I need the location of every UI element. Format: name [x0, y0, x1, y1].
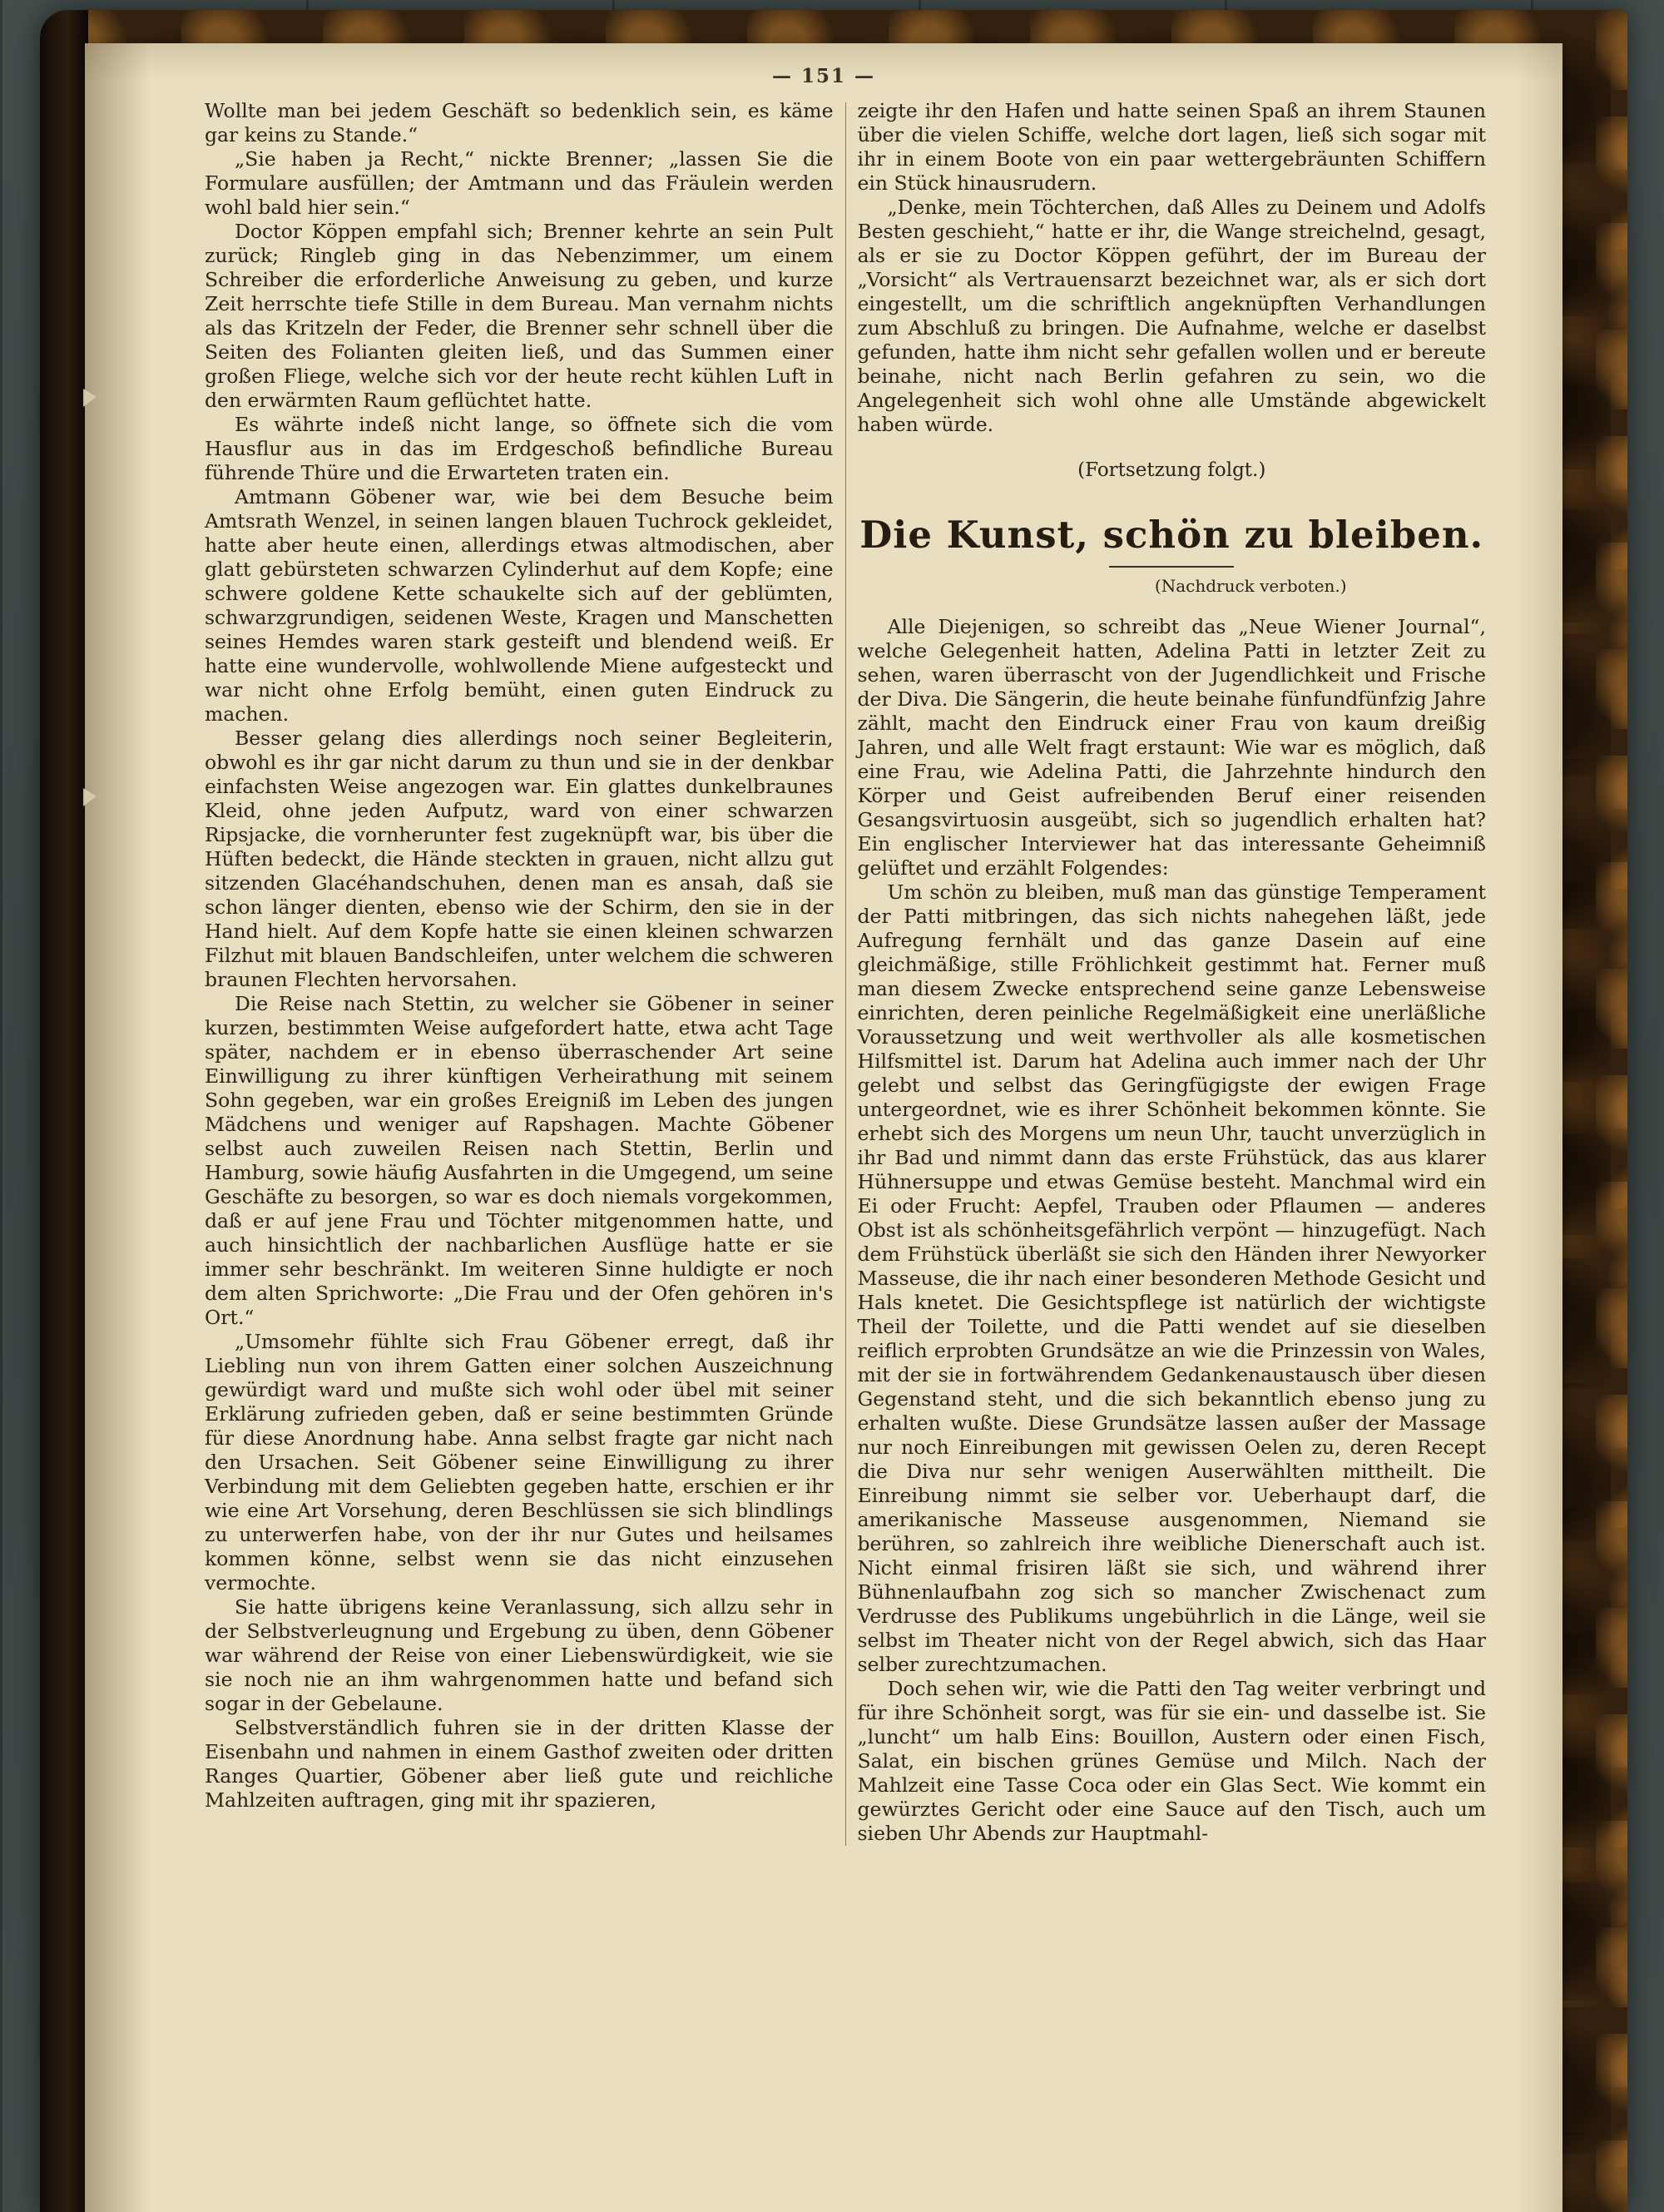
paragraph: zeigte ihr den Hafen und hatte seinen Spaß an ihrem Staunen über die vielen Schiffe, welche dort lagen, ließ sich sogar mit ihr in einem Boote von ein paar wettergebräunten Schiffern ein Stück hinausrudern.: [857, 99, 1486, 195]
page-number: [85, 43, 1562, 87]
text-columns: [85, 87, 1562, 1846]
right-column: [858, 99, 1487, 1846]
paragraph: Doctor Köppen empfahl sich; Brenner kehrte an sein Pult zurück; Ringleb ging in das Nebenzimmer, um einem Schreiber die erforderliche Anweisung zu geben, und kurze Zeit herrschte tiefe Stille in dem Bureau. Man vernahm nichts als das Kritzeln der Feder, die Brenner sehr schnell über die Seiten des Folianten gleiten ließ, und das Summen einer großen Fliege, welche sich vor der heute recht kühlen Luft in den erwärmten Raum geflüchtet hatte.: [205, 220, 834, 412]
paragraph: Es währte indeß nicht lange, so öffnete sich die vom Hausflur aus in das im Erdgeschoß befindliche Bureau führende Thüre und die Erwarteten traten ein.: [205, 413, 834, 484]
paragraph: Wollte man bei jedem Geschäft so bedenklich sein, es käme gar keins zu Stande.“: [205, 99, 834, 146]
left-column: [205, 99, 834, 1846]
title-rule: [1109, 566, 1234, 568]
paragraph: „Sie haben ja Recht,“ nickte Brenner; „lassen Sie die Formulare ausfüllen; der Amtmann und das Fräulein werden wohl bald hier sein.“: [205, 147, 834, 219]
paragraph: Doch sehen wir, wie die Patti den Tag weiter verbringt und für ihre Schönheit sorgt, was für sie ein- und dasselbe ist. Sie „luncht“ um halb Eins: Bouillon, Austern oder einen Fisch, Salat, ein bischen grünes Gemüse und Milch. Nach der Mahlzeit eine Tasse Coca oder ein Glas Sect. Wie kommt ein gewürztes Gericht oder eine Sauce auf den Tisch, auch um sieben Uhr Abends zur Hauptmahl-: [857, 1677, 1486, 1845]
paragraph: Amtmann Göbener war, wie bei dem Besuche beim Amtsrath Wenzel, in seinen langen blauen Tuchrock gekleidet, hatte aber heute einen, allerdings etwas altmodischen, aber glatt gebürsteten schwarzen Cylinderhut auf dem Kopfe; eine schwere goldene Kette schaukelte sich auf der geblümten, schwarzgrundigen, seidenen Weste, Kragen und Manschetten seines Hemdes waren stark gesteift und blendend weiß. Er hatte eine wundervolle, wohlwollende Miene aufgesteckt und war nicht ohne Erfolg bemüht, einen guten Eindruck zu machen.: [205, 485, 834, 726]
continuation-note: (Fortsetzung folgt.): [1077, 459, 1266, 481]
paragraph: „Denke, mein Töchterchen, daß Alles zu Deinem und Adolfs Besten geschieht,“ hatte er ihr, die Wange streichelnd, gesagt, als er sie zu Doctor Köppen geführt, der im Bureau der „Vorsicht“ als Vertrauensarzt bezeichnet war, als er sich dort eingestellt, um die schriftlich angeknüpften Verhandlungen zum Abschluß zu bringen. Die Aufnahme, welche er daselbst gefunden, hatte ihm nicht sehr gefallen wollen und er bereute beinahe, nicht nach Berlin gefahren zu sein, wo die Angelegenheit sich wohl ohne alle Umstände abgewickelt haben würde.: [857, 196, 1486, 436]
paragraph: „Umsomehr fühlte sich Frau Göbener erregt, daß ihr Liebling nun von ihrem Gatten einer solchen Auszeichnung gewürdigt ward und mußte sich wohl oder übel mit seiner Erklärung zufrieden geben, daß er seine bestimmten Gründe für diese Anordnung habe. Anna selbst fragte gar nicht nach den Ursachen. Seit Göbener seine Einwilligung zu ihrer Verbindung mit dem Geliebten gegeben hatte, erschien er ihr wie eine Art Vorsehung, deren Beschlüssen sie sich blindlings zu unterwerfen habe, von der ihr nur Gutes und heilsames kommen könne, selbst wenn sie das nicht einzusehen vermochte.: [205, 1330, 834, 1595]
paragraph: Besser gelang dies allerdings noch seiner Begleiterin, obwohl es ihr gar nicht darum zu thun und sie in der denkbar einfachsten Weise angezogen war. Ein glattes dunkelbraunes Kleid, ohne jeden Aufputz, ward von einer schwarzen Ripsjacke, die vornherunter fest zugeknüpft war, bis über die Hüften bedeckt, die Hände steckten in grauen, nicht allzu gut sitzenden Glacéhandschuhen, denen man es ansah, daß sie schon länger dienten, ebenso wie der Schirm, den sie in der Hand hielt. Auf dem Kopfe hatte sie einen kleinen schwarzen Filzhut mit blauen Bandschleifen, unter welchem die schweren braunen Flechten hervorsahen.: [205, 727, 834, 991]
paragraph: Alle Diejenigen, so schreibt das „Neue Wiener Journal“, welche Gelegenheit hatten, Adelina Patti in letzter Zeit zu sehen, waren überrascht von der Jugendlichkeit und Frische der Diva. Die Sängerin, die heute beinahe fünfundfünfzig Jahre zählt, macht den Eindruck einer Frau von kaum dreißig Jahren, und alle Welt fragt erstaunt: Wie war es möglich, daß eine Frau, wie Adelina Patti, die Jahrzehnte hindurch den Körper und Geist aufreibenden Beruf einer reisenden Gesangsvirtuosin ausgeübt, sich so jugendlich erhalten hat? Ein englischer Interviewer hat das interessante Geheimniß gelüftet und erzählt Folgendes:: [857, 615, 1486, 880]
paragraph: Die Reise nach Stettin, zu welcher sie Göbener in seiner kurzen, bestimmten Weise aufgefordert hatte, etwa acht Tage später, nachdem er in ebenso überraschender Art seine Einwilligung zu ihrer künftigen Verheirathung mit seinem Sohn gegeben, war ein großes Ereigniß im Leben des jungen Mädchens und weniger auf Rapshagen. Machte Göbener selbst auch zuweilen Reisen nach Stettin, Berlin und Hamburg, sowie häufig Ausfahrten in die Umgegend, um seine Geschäfte zu besorgen, so war es doch niemals vorgekommen, daß er auf jene Frau und Töchter mitgenommen hatte, und auch hinsichtlich der nachbarlichen Ausflüge hatte er sie immer sehr beschränkt. Im weiteren Sinne huldigte er noch dem alten Sprichworte: „Die Frau und der Ofen gehören in's Ort.“: [205, 992, 834, 1329]
article-title: Die Kunst, schön zu bleiben.: [859, 513, 1484, 557]
book-spine: [40, 10, 88, 2212]
page-number-text: — 151 —: [771, 65, 876, 87]
column-divider: [845, 102, 846, 1846]
paragraph: Sie hatte übrigens keine Veranlassung, sich allzu sehr in der Selbstverleugnung und Ergebung zu üben, denn Göbener war während der Reise von einer Liebenswürdigkeit, wie sie sie noch nie an ihm wahrgenommen hatte und befand sich sogar in der Gebelaune.: [205, 1595, 834, 1715]
paragraph: Selbstverständlich fuhren sie in der dritten Klasse der Eisenbahn und nahmen in einem Gasthof zweiten oder dritten Ranges Quartier, Göbener aber ließ gute und reichliche Mahlzeiten auftragen, ging mit ihr spazieren,: [205, 1716, 834, 1812]
paragraph: Um schön zu bleiben, muß man das günstige Temperament der Patti mitbringen, das sich nichts nahegehen läßt, jede Aufregung fernhält und das ganze Dasein auf eine gleichmäßige, stille Fröhlichkeit gestimmt hat. Ferner muß man diesem Zwecke entsprechend seine ganze Lebensweise einrichten, deren peinliche Regelmäßigkeit eine unerläßliche Voraussetzung und weit werthvoller als alle kosmetischen Hilfsmittel ist. Darum hat Adelina auch immer nach der Uhr gelebt und selbst das Geringfügigste der ewigen Frage untergeordnet, wie es ihrer Schönheit bekommen könnte. Sie erhebt sich des Morgens um neun Uhr, taucht unverzüglich in ihr Bad und nimmt dann das erste Frühstück, das aus klarer Hühnersuppe und etwas Gemüse besteht. Manchmal wird ein Ei oder Frucht: Aepfel, Trauben oder Pflaumen — anderes Obst ist als schönheitsgefährlich verpönt — hinzugefügt. Nach dem Frühstück überläßt sie sich den Händen ihrer Newyorker Masseuse, die ihr nach einer besonderen Methode Gesicht und Hals knetet. Die Gesichtspflege ist natürlich der wichtigste Theil der Toilette, und die Patti wendet auf sie dieselben reiflich erprobten Grundsätze an wie die Prinzessin von Wales, mit der sie in fortwährendem Gedankenaustausch über diesen Gegenstand steht, und die sich bekanntlich ebenso jung zu erhalten wußte. Diese Grundsätze lassen außer der Massage nur noch Einreibungen mit gewissen Oelen zu, deren Recept die Diva nur sehr wenigen Auserwählten mittheilt. Die Einreibung nimmt sie selber vor. Ueberhaupt darf, die amerikanische Masseuse ausgenommen, Niemand sie berühren, so zahlreich ihre weibliche Dienerschaft auch ist. Nicht einmal frisiren läßt sie sich, und während ihrer Bühnenlaufbahn zog sich so mancher Zwischenact zum Verdrusse des Publikums ungebührlich in die Länge, weil sie selbst im Theater nicht von der Regel abwich, sich das Haar selber zurechtzumachen.: [857, 880, 1486, 1676]
copyright-note: (Nachdruck verboten.): [1154, 576, 1347, 596]
book-page: [85, 43, 1562, 2212]
